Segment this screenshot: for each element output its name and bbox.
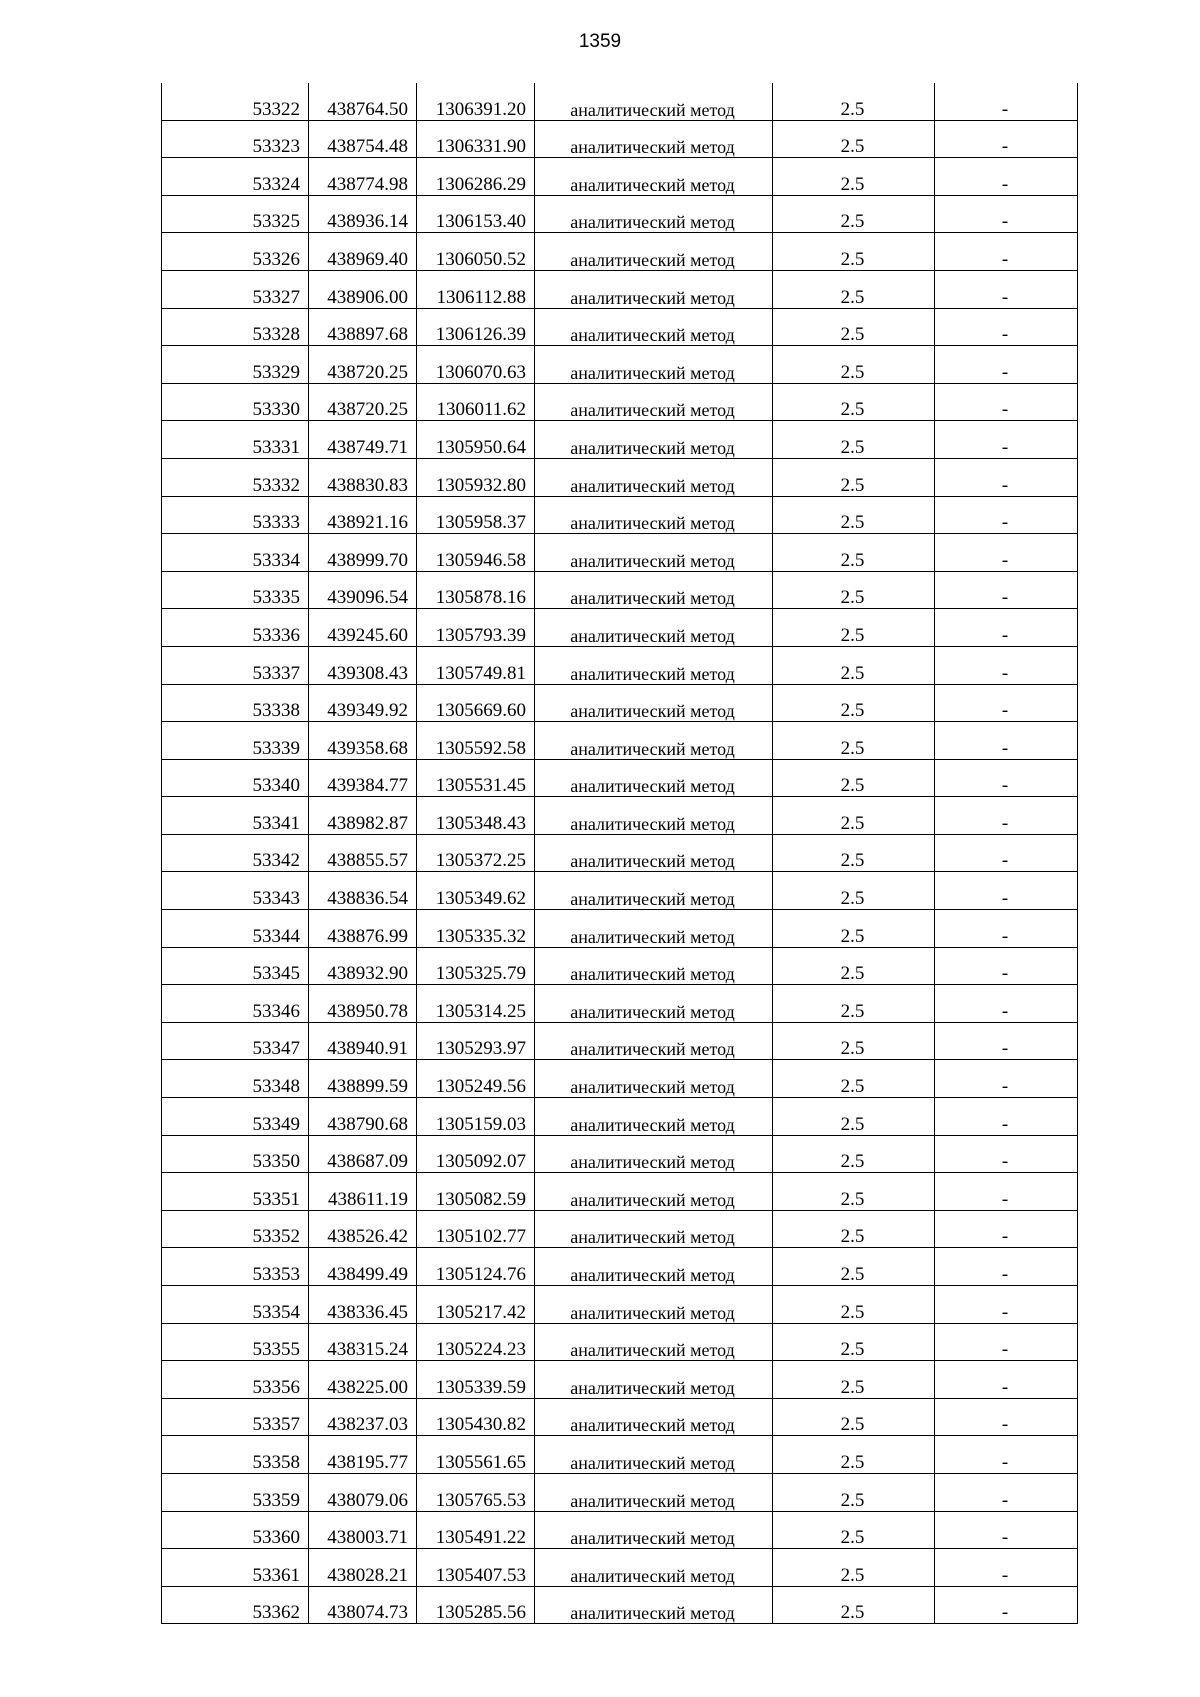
y-coordinate-cell: 1305293.97 [417, 1022, 535, 1060]
point-number-cell: 53362 [162, 1586, 309, 1624]
x-coordinate-cell: 438921.16 [309, 496, 417, 534]
table-row [162, 83, 1078, 120]
x-coordinate-cell: 438754.48 [309, 120, 417, 158]
point-number-cell: 53340 [162, 759, 309, 797]
x-coordinate-cell: 438195.77 [309, 1436, 417, 1474]
y-coordinate-cell: 1305314.25 [417, 985, 535, 1023]
accuracy-cell: 2.5 [773, 1549, 935, 1587]
method-cell: аналитический метод [535, 421, 773, 459]
y-coordinate-cell: 1305348.43 [417, 797, 535, 835]
table-row [162, 1511, 1078, 1549]
table-row [162, 797, 1078, 835]
accuracy-cell: 2.5 [773, 722, 935, 760]
x-coordinate-cell: 439308.43 [309, 646, 417, 684]
point-number-cell: 53359 [162, 1473, 309, 1511]
table-row [162, 534, 1078, 572]
description-cell: - [935, 346, 1078, 384]
description-cell: - [935, 1248, 1078, 1286]
y-coordinate-cell: 1305339.59 [417, 1361, 535, 1399]
x-coordinate-cell: 439349.92 [309, 684, 417, 722]
accuracy-cell: 2.5 [773, 1098, 935, 1136]
x-coordinate-cell: 438611.19 [309, 1173, 417, 1211]
description-cell: - [935, 609, 1078, 647]
method-cell: аналитический метод [535, 947, 773, 985]
y-coordinate-cell: 1305958.37 [417, 496, 535, 534]
method-cell: аналитический метод [535, 1060, 773, 1098]
table-row [162, 1286, 1078, 1324]
y-coordinate-cell: 1305217.42 [417, 1286, 535, 1324]
x-coordinate-cell: 438897.68 [309, 308, 417, 346]
point-number-cell: 53339 [162, 722, 309, 760]
y-coordinate-cell: 1305491.22 [417, 1511, 535, 1549]
table-row [162, 571, 1078, 609]
table-row [162, 1473, 1078, 1511]
description-cell: - [935, 1323, 1078, 1361]
description-cell: - [935, 421, 1078, 459]
point-number-cell: 53352 [162, 1210, 309, 1248]
point-number-cell: 53346 [162, 985, 309, 1023]
y-coordinate-cell: 1305946.58 [417, 534, 535, 572]
x-coordinate-cell: 438079.06 [309, 1473, 417, 1511]
x-coordinate-cell: 438982.87 [309, 797, 417, 835]
x-coordinate-cell: 438999.70 [309, 534, 417, 572]
y-coordinate-cell: 1305430.82 [417, 1398, 535, 1436]
table-row [162, 684, 1078, 722]
description-cell: - [935, 1286, 1078, 1324]
accuracy-cell: 2.5 [773, 270, 935, 308]
method-cell: аналитический метод [535, 646, 773, 684]
method-cell: аналитический метод [535, 985, 773, 1023]
x-coordinate-cell: 438749.71 [309, 421, 417, 459]
x-coordinate-cell: 438790.68 [309, 1098, 417, 1136]
y-coordinate-cell: 1305765.53 [417, 1473, 535, 1511]
accuracy-cell: 2.5 [773, 534, 935, 572]
description-cell: - [935, 759, 1078, 797]
method-cell: аналитический метод [535, 834, 773, 872]
x-coordinate-cell: 438526.42 [309, 1210, 417, 1248]
accuracy-cell: 2.5 [773, 158, 935, 196]
method-cell: аналитический метод [535, 797, 773, 835]
description-cell: - [935, 1436, 1078, 1474]
accuracy-cell: 2.5 [773, 120, 935, 158]
table-row [162, 1549, 1078, 1587]
y-coordinate-cell: 1305407.53 [417, 1549, 535, 1587]
method-cell: аналитический метод [535, 270, 773, 308]
table-row [162, 158, 1078, 196]
description-cell: - [935, 195, 1078, 233]
description-cell: - [935, 1135, 1078, 1173]
method-cell: аналитический метод [535, 1586, 773, 1624]
method-cell: аналитический метод [535, 872, 773, 910]
method-cell: аналитический метод [535, 158, 773, 196]
accuracy-cell: 2.5 [773, 1210, 935, 1248]
method-cell: аналитический метод [535, 534, 773, 572]
x-coordinate-cell: 438720.25 [309, 346, 417, 384]
description-cell: - [935, 910, 1078, 948]
point-number-cell: 53324 [162, 158, 309, 196]
y-coordinate-cell: 1306050.52 [417, 233, 535, 271]
description-cell: - [935, 534, 1078, 572]
accuracy-cell: 2.5 [773, 1022, 935, 1060]
method-cell: аналитический метод [535, 1248, 773, 1286]
description-cell: - [935, 1173, 1078, 1211]
point-number-cell: 53325 [162, 195, 309, 233]
method-cell: аналитический метод [535, 1361, 773, 1399]
x-coordinate-cell: 438074.73 [309, 1586, 417, 1624]
accuracy-cell: 2.5 [773, 985, 935, 1023]
method-cell: аналитический метод [535, 571, 773, 609]
point-number-cell: 53347 [162, 1022, 309, 1060]
x-coordinate-cell: 439096.54 [309, 571, 417, 609]
y-coordinate-cell: 1306112.88 [417, 270, 535, 308]
accuracy-cell: 2.5 [773, 1436, 935, 1474]
table-row [162, 1098, 1078, 1136]
description-cell: - [935, 1398, 1078, 1436]
point-number-cell: 53332 [162, 458, 309, 496]
point-number-cell: 53350 [162, 1135, 309, 1173]
description-cell: - [935, 233, 1078, 271]
description-cell: - [935, 1361, 1078, 1399]
point-number-cell: 53331 [162, 421, 309, 459]
y-coordinate-cell: 1305092.07 [417, 1135, 535, 1173]
point-number-cell: 53358 [162, 1436, 309, 1474]
point-number-cell: 53344 [162, 910, 309, 948]
table-row [162, 233, 1078, 271]
point-number-cell: 53351 [162, 1173, 309, 1211]
method-cell: аналитический метод [535, 910, 773, 948]
y-coordinate-cell: 1306011.62 [417, 383, 535, 421]
x-coordinate-cell: 439384.77 [309, 759, 417, 797]
point-number-cell: 53338 [162, 684, 309, 722]
description-cell: - [935, 1549, 1078, 1587]
table-row [162, 270, 1078, 308]
point-number-cell: 53337 [162, 646, 309, 684]
description-cell: - [935, 1210, 1078, 1248]
table-row [162, 1060, 1078, 1098]
x-coordinate-cell: 439245.60 [309, 609, 417, 647]
table-row [162, 1361, 1078, 1399]
accuracy-cell: 2.5 [773, 1473, 935, 1511]
x-coordinate-cell: 438950.78 [309, 985, 417, 1023]
point-number-cell: 53360 [162, 1511, 309, 1549]
table-row [162, 609, 1078, 647]
accuracy-cell: 2.5 [773, 947, 935, 985]
y-coordinate-cell: 1305082.59 [417, 1173, 535, 1211]
description-cell: - [935, 1098, 1078, 1136]
method-cell: аналитический метод [535, 609, 773, 647]
table-row [162, 646, 1078, 684]
point-number-cell: 53349 [162, 1098, 309, 1136]
description-cell: - [935, 496, 1078, 534]
table-row [162, 346, 1078, 384]
y-coordinate-cell: 1305249.56 [417, 1060, 535, 1098]
y-coordinate-cell: 1305159.03 [417, 1098, 535, 1136]
accuracy-cell: 2.5 [773, 646, 935, 684]
description-cell: - [935, 1060, 1078, 1098]
point-number-cell: 53330 [162, 383, 309, 421]
method-cell: аналитический метод [535, 1511, 773, 1549]
accuracy-cell: 2.5 [773, 1586, 935, 1624]
table-row [162, 985, 1078, 1023]
y-coordinate-cell: 1305531.45 [417, 759, 535, 797]
point-number-cell: 53354 [162, 1286, 309, 1324]
table-row [162, 458, 1078, 496]
accuracy-cell: 2.5 [773, 872, 935, 910]
x-coordinate-cell: 438237.03 [309, 1398, 417, 1436]
point-number-cell: 53361 [162, 1549, 309, 1587]
point-number-cell: 53355 [162, 1323, 309, 1361]
description-cell: - [935, 571, 1078, 609]
y-coordinate-cell: 1305561.65 [417, 1436, 535, 1474]
accuracy-cell: 2.5 [773, 571, 935, 609]
point-number-cell: 53348 [162, 1060, 309, 1098]
point-number-cell: 53333 [162, 496, 309, 534]
description-cell: - [935, 1473, 1078, 1511]
method-cell: аналитический метод [535, 1549, 773, 1587]
description-cell: - [935, 834, 1078, 872]
accuracy-cell: 2.5 [773, 1248, 935, 1286]
x-coordinate-cell: 438774.98 [309, 158, 417, 196]
description-cell: - [935, 270, 1078, 308]
table-row [162, 872, 1078, 910]
y-coordinate-cell: 1305592.58 [417, 722, 535, 760]
y-coordinate-cell: 1306391.20 [417, 83, 535, 120]
point-number-cell: 53328 [162, 308, 309, 346]
y-coordinate-cell: 1305325.79 [417, 947, 535, 985]
description-cell: - [935, 120, 1078, 158]
point-number-cell: 53335 [162, 571, 309, 609]
x-coordinate-cell: 438932.90 [309, 947, 417, 985]
accuracy-cell: 2.5 [773, 308, 935, 346]
accuracy-cell: 2.5 [773, 834, 935, 872]
y-coordinate-cell: 1305224.23 [417, 1323, 535, 1361]
x-coordinate-cell: 438225.00 [309, 1361, 417, 1399]
description-cell: - [935, 1511, 1078, 1549]
point-number-cell: 53322 [162, 83, 309, 120]
point-number-cell: 53356 [162, 1361, 309, 1399]
method-cell: аналитический метод [535, 346, 773, 384]
x-coordinate-cell: 438899.59 [309, 1060, 417, 1098]
x-coordinate-cell: 438940.91 [309, 1022, 417, 1060]
x-coordinate-cell: 438028.21 [309, 1549, 417, 1587]
point-number-cell: 53323 [162, 120, 309, 158]
table-row [162, 1022, 1078, 1060]
y-coordinate-cell: 1305285.56 [417, 1586, 535, 1624]
table-row [162, 834, 1078, 872]
table-row [162, 1398, 1078, 1436]
page-number: 1359 [578, 31, 622, 52]
method-cell: аналитический метод [535, 1098, 773, 1136]
table-row [162, 1135, 1078, 1173]
accuracy-cell: 2.5 [773, 383, 935, 421]
method-cell: аналитический метод [535, 1210, 773, 1248]
accuracy-cell: 2.5 [773, 83, 935, 120]
table-row [162, 1173, 1078, 1211]
accuracy-cell: 2.5 [773, 458, 935, 496]
accuracy-cell: 2.5 [773, 346, 935, 384]
point-number-cell: 53357 [162, 1398, 309, 1436]
x-coordinate-cell: 438315.24 [309, 1323, 417, 1361]
method-cell: аналитический метод [535, 496, 773, 534]
point-number-cell: 53327 [162, 270, 309, 308]
x-coordinate-cell: 438876.99 [309, 910, 417, 948]
method-cell: аналитический метод [535, 759, 773, 797]
accuracy-cell: 2.5 [773, 797, 935, 835]
method-cell: аналитический метод [535, 458, 773, 496]
x-coordinate-cell: 438003.71 [309, 1511, 417, 1549]
table-row [162, 759, 1078, 797]
x-coordinate-cell: 438336.45 [309, 1286, 417, 1324]
table-row [162, 308, 1078, 346]
y-coordinate-cell: 1306153.40 [417, 195, 535, 233]
description-cell: - [935, 985, 1078, 1023]
accuracy-cell: 2.5 [773, 1060, 935, 1098]
point-number-cell: 53342 [162, 834, 309, 872]
x-coordinate-cell: 438499.49 [309, 1248, 417, 1286]
description-cell: - [935, 947, 1078, 985]
accuracy-cell: 2.5 [773, 496, 935, 534]
y-coordinate-cell: 1306126.39 [417, 308, 535, 346]
accuracy-cell: 2.5 [773, 1286, 935, 1324]
table-row [162, 421, 1078, 459]
x-coordinate-cell: 438764.50 [309, 83, 417, 120]
method-cell: аналитический метод [535, 233, 773, 271]
method-cell: аналитический метод [535, 1398, 773, 1436]
y-coordinate-cell: 1305950.64 [417, 421, 535, 459]
table-row [162, 722, 1078, 760]
table-row [162, 120, 1078, 158]
method-cell: аналитический метод [535, 722, 773, 760]
accuracy-cell: 2.5 [773, 684, 935, 722]
table-row [162, 947, 1078, 985]
y-coordinate-cell: 1305102.77 [417, 1210, 535, 1248]
coordinates-table-body [162, 83, 1078, 1624]
table-row [162, 496, 1078, 534]
y-coordinate-cell: 1305669.60 [417, 684, 535, 722]
description-cell: - [935, 646, 1078, 684]
method-cell: аналитический метод [535, 1022, 773, 1060]
table-row [162, 1436, 1078, 1474]
accuracy-cell: 2.5 [773, 421, 935, 459]
description-cell: - [935, 83, 1078, 120]
description-cell: - [935, 797, 1078, 835]
method-cell: аналитический метод [535, 83, 773, 120]
accuracy-cell: 2.5 [773, 1173, 935, 1211]
point-number-cell: 53326 [162, 233, 309, 271]
accuracy-cell: 2.5 [773, 1135, 935, 1173]
table-row [162, 195, 1078, 233]
method-cell: аналитический метод [535, 1286, 773, 1324]
point-number-cell: 53329 [162, 346, 309, 384]
method-cell: аналитический метод [535, 383, 773, 421]
y-coordinate-cell: 1305349.62 [417, 872, 535, 910]
x-coordinate-cell: 438720.25 [309, 383, 417, 421]
y-coordinate-cell: 1305793.39 [417, 609, 535, 647]
description-cell: - [935, 872, 1078, 910]
accuracy-cell: 2.5 [773, 1323, 935, 1361]
method-cell: аналитический метод [535, 1173, 773, 1211]
x-coordinate-cell: 438830.83 [309, 458, 417, 496]
x-coordinate-cell: 438969.40 [309, 233, 417, 271]
x-coordinate-cell: 438936.14 [309, 195, 417, 233]
point-number-cell: 53334 [162, 534, 309, 572]
table-row [162, 1323, 1078, 1361]
accuracy-cell: 2.5 [773, 1361, 935, 1399]
accuracy-cell: 2.5 [773, 1511, 935, 1549]
method-cell: аналитический метод [535, 308, 773, 346]
table-row [162, 910, 1078, 948]
table-row [162, 1248, 1078, 1286]
y-coordinate-cell: 1306070.63 [417, 346, 535, 384]
description-cell: - [935, 684, 1078, 722]
coordinates-table [161, 83, 1078, 1624]
method-cell: аналитический метод [535, 195, 773, 233]
y-coordinate-cell: 1305878.16 [417, 571, 535, 609]
x-coordinate-cell: 438836.54 [309, 872, 417, 910]
accuracy-cell: 2.5 [773, 1398, 935, 1436]
method-cell: аналитический метод [535, 684, 773, 722]
x-coordinate-cell: 438906.00 [309, 270, 417, 308]
y-coordinate-cell: 1306286.29 [417, 158, 535, 196]
point-number-cell: 53345 [162, 947, 309, 985]
table-row [162, 1210, 1078, 1248]
accuracy-cell: 2.5 [773, 609, 935, 647]
y-coordinate-cell: 1305335.32 [417, 910, 535, 948]
y-coordinate-cell: 1305749.81 [417, 646, 535, 684]
accuracy-cell: 2.5 [773, 910, 935, 948]
table-row [162, 383, 1078, 421]
accuracy-cell: 2.5 [773, 759, 935, 797]
description-cell: - [935, 722, 1078, 760]
method-cell: аналитический метод [535, 1323, 773, 1361]
y-coordinate-cell: 1305372.25 [417, 834, 535, 872]
point-number-cell: 53341 [162, 797, 309, 835]
point-number-cell: 53343 [162, 872, 309, 910]
description-cell: - [935, 308, 1078, 346]
description-cell: - [935, 1022, 1078, 1060]
point-number-cell: 53353 [162, 1248, 309, 1286]
x-coordinate-cell: 438687.09 [309, 1135, 417, 1173]
x-coordinate-cell: 438855.57 [309, 834, 417, 872]
description-cell: - [935, 383, 1078, 421]
accuracy-cell: 2.5 [773, 233, 935, 271]
y-coordinate-cell: 1305124.76 [417, 1248, 535, 1286]
method-cell: аналитический метод [535, 1473, 773, 1511]
description-cell: - [935, 158, 1078, 196]
method-cell: аналитический метод [535, 1436, 773, 1474]
y-coordinate-cell: 1305932.80 [417, 458, 535, 496]
method-cell: аналитический метод [535, 1135, 773, 1173]
y-coordinate-cell: 1306331.90 [417, 120, 535, 158]
point-number-cell: 53336 [162, 609, 309, 647]
description-cell: - [935, 1586, 1078, 1624]
description-cell: - [935, 458, 1078, 496]
method-cell: аналитический метод [535, 120, 773, 158]
x-coordinate-cell: 439358.68 [309, 722, 417, 760]
table-row [162, 1586, 1078, 1624]
accuracy-cell: 2.5 [773, 195, 935, 233]
